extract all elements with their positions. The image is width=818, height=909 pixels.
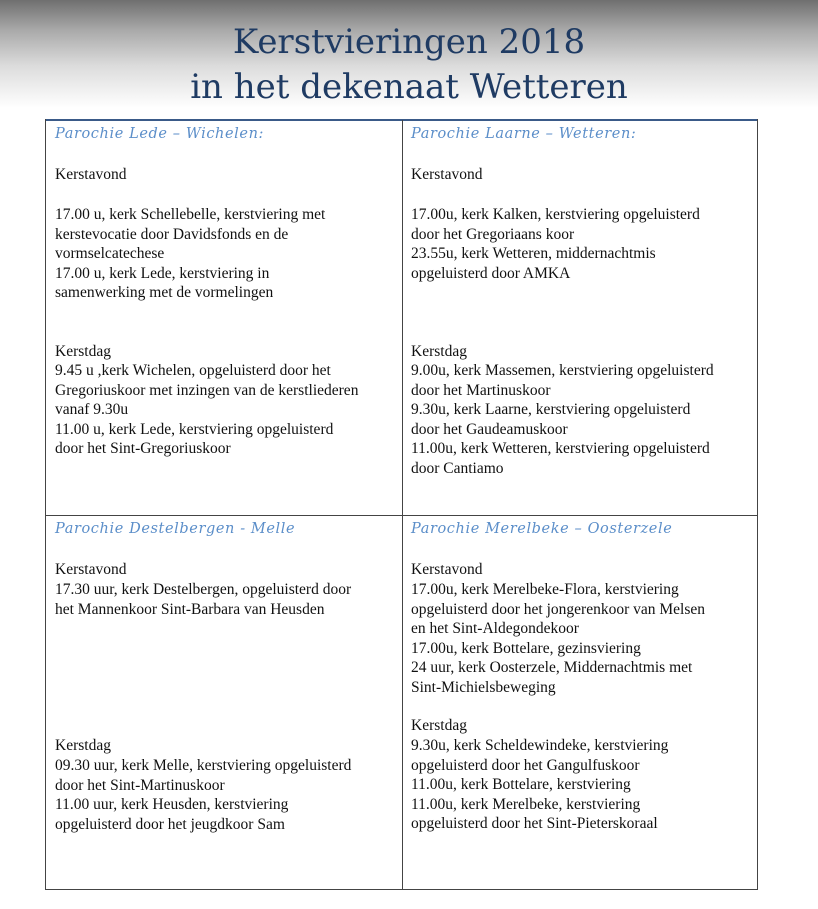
day-heading: Kerstdag bbox=[55, 737, 111, 754]
service-line: 24 uur, kerk Oosterzele, Middernachtmis met bbox=[411, 659, 693, 677]
service-line: het Mannenkoor Sint-Barbara van Heusden bbox=[55, 600, 325, 618]
parish-heading: Parochie Lede – Wichelen: bbox=[55, 126, 265, 142]
service-line: door het Sint-Gregoriuskoor bbox=[55, 440, 231, 458]
parish-heading: Parochie Destelbergen - Melle bbox=[55, 521, 296, 537]
service-line: 23.55u, kerk Wetteren, middernachtmis bbox=[411, 245, 656, 263]
service-line: 17.00 u, kerk Schellebelle, kerstviering met bbox=[55, 206, 326, 223]
service-line: 11.00u, kerk Merelbeke, kerstviering bbox=[411, 795, 641, 813]
day-heading: Kerstdag bbox=[411, 717, 467, 734]
evening-heading: Kerstavond bbox=[55, 561, 127, 578]
day-heading: Kerstdag bbox=[411, 343, 467, 360]
service-line: door het Sint-Martinuskoor bbox=[55, 776, 225, 794]
day-services bbox=[411, 736, 668, 834]
service-line: 11.00 uur, kerk Heusden, kerstviering bbox=[55, 796, 289, 814]
service-line: vanaf 9.30u bbox=[55, 401, 129, 419]
schedule-table bbox=[45, 119, 758, 890]
table-divider-vertical bbox=[402, 120, 403, 889]
service-line: 9.00u, kerk Massemen, kerstviering opgeluisterd bbox=[411, 362, 714, 379]
evening-heading: Kerstavond bbox=[411, 166, 483, 183]
evening-services bbox=[411, 205, 700, 283]
parish-heading: Parochie Merelbeke – Oosterzele bbox=[411, 521, 673, 537]
service-line: en het Sint-Aldegondekoor bbox=[411, 620, 579, 638]
day-heading: Kerstdag bbox=[55, 343, 111, 360]
service-line: 09.30 uur, kerk Melle, kerstviering opgeluisterd bbox=[55, 757, 352, 774]
day-services bbox=[411, 361, 714, 479]
evening-services bbox=[411, 580, 705, 698]
service-line: 17.00 u, kerk Lede, kerstviering in bbox=[55, 264, 270, 282]
page-title bbox=[0, 20, 818, 110]
service-line: 11.00u, kerk Wetteren, kerstviering opgeluisterd bbox=[411, 440, 710, 458]
service-line: samenwerking met de vormelingen bbox=[55, 284, 274, 302]
service-line: 9.30u, kerk Laarne, kerstviering opgeluisterd bbox=[411, 401, 691, 419]
day-services bbox=[55, 756, 351, 834]
title-line-1: Kerstvieringen 2018 bbox=[232, 22, 586, 62]
service-line: door het Gaudeamuskoor bbox=[411, 420, 568, 438]
service-line: 9.30u, kerk Scheldewindeke, kerstviering bbox=[411, 737, 669, 754]
service-line: 9.45 u ,kerk Wichelen, opgeluisterd door het bbox=[55, 362, 331, 379]
table-divider-horizontal bbox=[46, 515, 757, 516]
service-line: opgeluisterd door AMKA bbox=[411, 264, 571, 282]
service-line: 11.00 u, kerk Lede, kerstviering opgeluisterd bbox=[55, 420, 334, 438]
service-line: vormselcatechese bbox=[55, 245, 165, 263]
day-services bbox=[55, 361, 358, 459]
service-line: door Cantiamo bbox=[411, 459, 504, 477]
service-line: 17.30 uur, kerk Destelbergen, opgeluisterd door bbox=[55, 581, 352, 598]
service-line: opgeluisterd door het Sint-Pieterskoraal bbox=[411, 815, 658, 833]
service-line: 17.00u, kerk Bottelare, gezinsviering bbox=[411, 639, 641, 657]
service-line: door het Martinuskoor bbox=[411, 381, 551, 399]
service-line: 17.00u, kerk Merelbeke-Flora, kerstviering bbox=[411, 581, 679, 598]
parish-heading: Parochie Laarne – Wetteren: bbox=[411, 126, 637, 142]
service-line: Sint-Michielsbeweging bbox=[411, 678, 556, 696]
service-line: 11.00u, kerk Bottelare, kerstviering bbox=[411, 776, 631, 794]
evening-services bbox=[55, 205, 325, 303]
service-line: kerstevocatie door Davidsfonds en de bbox=[55, 225, 289, 243]
evening-heading: Kerstavond bbox=[55, 166, 127, 183]
title-line-2: in het dekenaat Wetteren bbox=[190, 67, 628, 107]
evening-heading: Kerstavond bbox=[411, 561, 483, 578]
service-line: Gregoriuskoor met inzingen van de kerstliederen bbox=[55, 381, 359, 399]
service-line: opgeluisterd door het Gangulfuskoor bbox=[411, 756, 640, 774]
service-line: opgeluisterd door het jongerenkoor van Melsen bbox=[411, 600, 705, 618]
service-line: opgeluisterd door het jeugdkoor Sam bbox=[55, 815, 285, 833]
service-line: 17.00u, kerk Kalken, kerstviering opgeluisterd bbox=[411, 206, 700, 223]
service-line: door het Gregoriaans koor bbox=[411, 225, 575, 243]
evening-services bbox=[55, 580, 351, 619]
